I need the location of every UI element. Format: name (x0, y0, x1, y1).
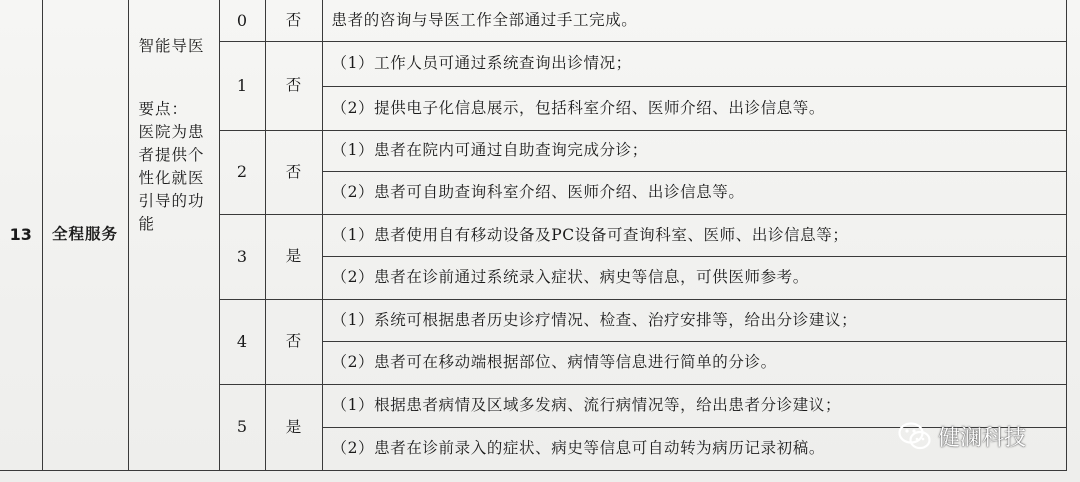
level-cell: 5 (219, 384, 265, 470)
watermark (898, 416, 1026, 456)
basic-requirement-cell: 是 (265, 214, 322, 299)
requirement-cell: （2）患者可自助查询科室介绍、医师介绍、出诊信息等。 (322, 171, 1066, 214)
key-points-line: 能 (138, 215, 156, 233)
basic-requirement-cell: 否 (265, 0, 322, 41)
level-cell: 4 (219, 299, 265, 384)
basic-requirement-cell: 是 (265, 384, 322, 470)
key-points-line: 者提供个 (138, 146, 205, 164)
level-cell: 3 (219, 214, 265, 299)
service-category: 全程服务 (42, 0, 128, 470)
requirement-cell: （2）患者可在移动端根据部位、病情等信息进行简单的分诊。 (322, 341, 1066, 384)
requirement-cell: （2）提供电子化信息展示，包括科室介绍、医师介绍、出诊信息等。 (322, 86, 1066, 130)
requirement-cell: （1）系统可根据患者历史诊疗情况、检查、治疗安排等，给出分诊建议； (322, 299, 1066, 341)
item-description (128, 0, 219, 470)
requirement-cell: （1）根据患者病情及区域多发病、流行病情况等，给出患者分诊建议； (322, 384, 1066, 427)
requirement-cell: （1）患者在院内可通过自助查询完成分诊； (322, 130, 1066, 171)
key-points-line: 医院为患 (138, 123, 205, 141)
requirement-cell: （2）患者在诊前录入的症状、病史等信息可自动转为病历记录初稿。 (322, 427, 1066, 470)
requirement-cell: （1）患者使用自有移动设备及PC设备可查询科室、医师、出诊信息等； (322, 214, 1066, 256)
level-cell: 2 (219, 130, 265, 214)
requirement-cell: （1）工作人员可通过系统查询出诊情况； (322, 41, 1066, 86)
key-points-line: 性化就医 (138, 169, 205, 187)
key-points-line: 引导的功 (138, 192, 205, 210)
key-points-label: 要点： (138, 100, 189, 118)
basic-requirement-cell: 否 (265, 130, 322, 214)
requirement-cell: （2）患者在诊前通过系统录入症状、病史等信息，可供医师参考。 (322, 256, 1066, 299)
wechat-icon (898, 421, 932, 451)
row-number: 13 (0, 0, 42, 470)
basic-requirement-cell: 否 (265, 41, 322, 130)
item-title: 智能导医 (138, 37, 205, 55)
level-cell: 1 (219, 41, 265, 130)
watermark-text: 健澜科技 (938, 425, 1027, 451)
level-cell: 0 (219, 0, 265, 41)
basic-requirement-cell: 否 (265, 299, 322, 384)
requirement-cell: 患者的咨询与导医工作全部通过手工完成。 (322, 0, 1066, 41)
